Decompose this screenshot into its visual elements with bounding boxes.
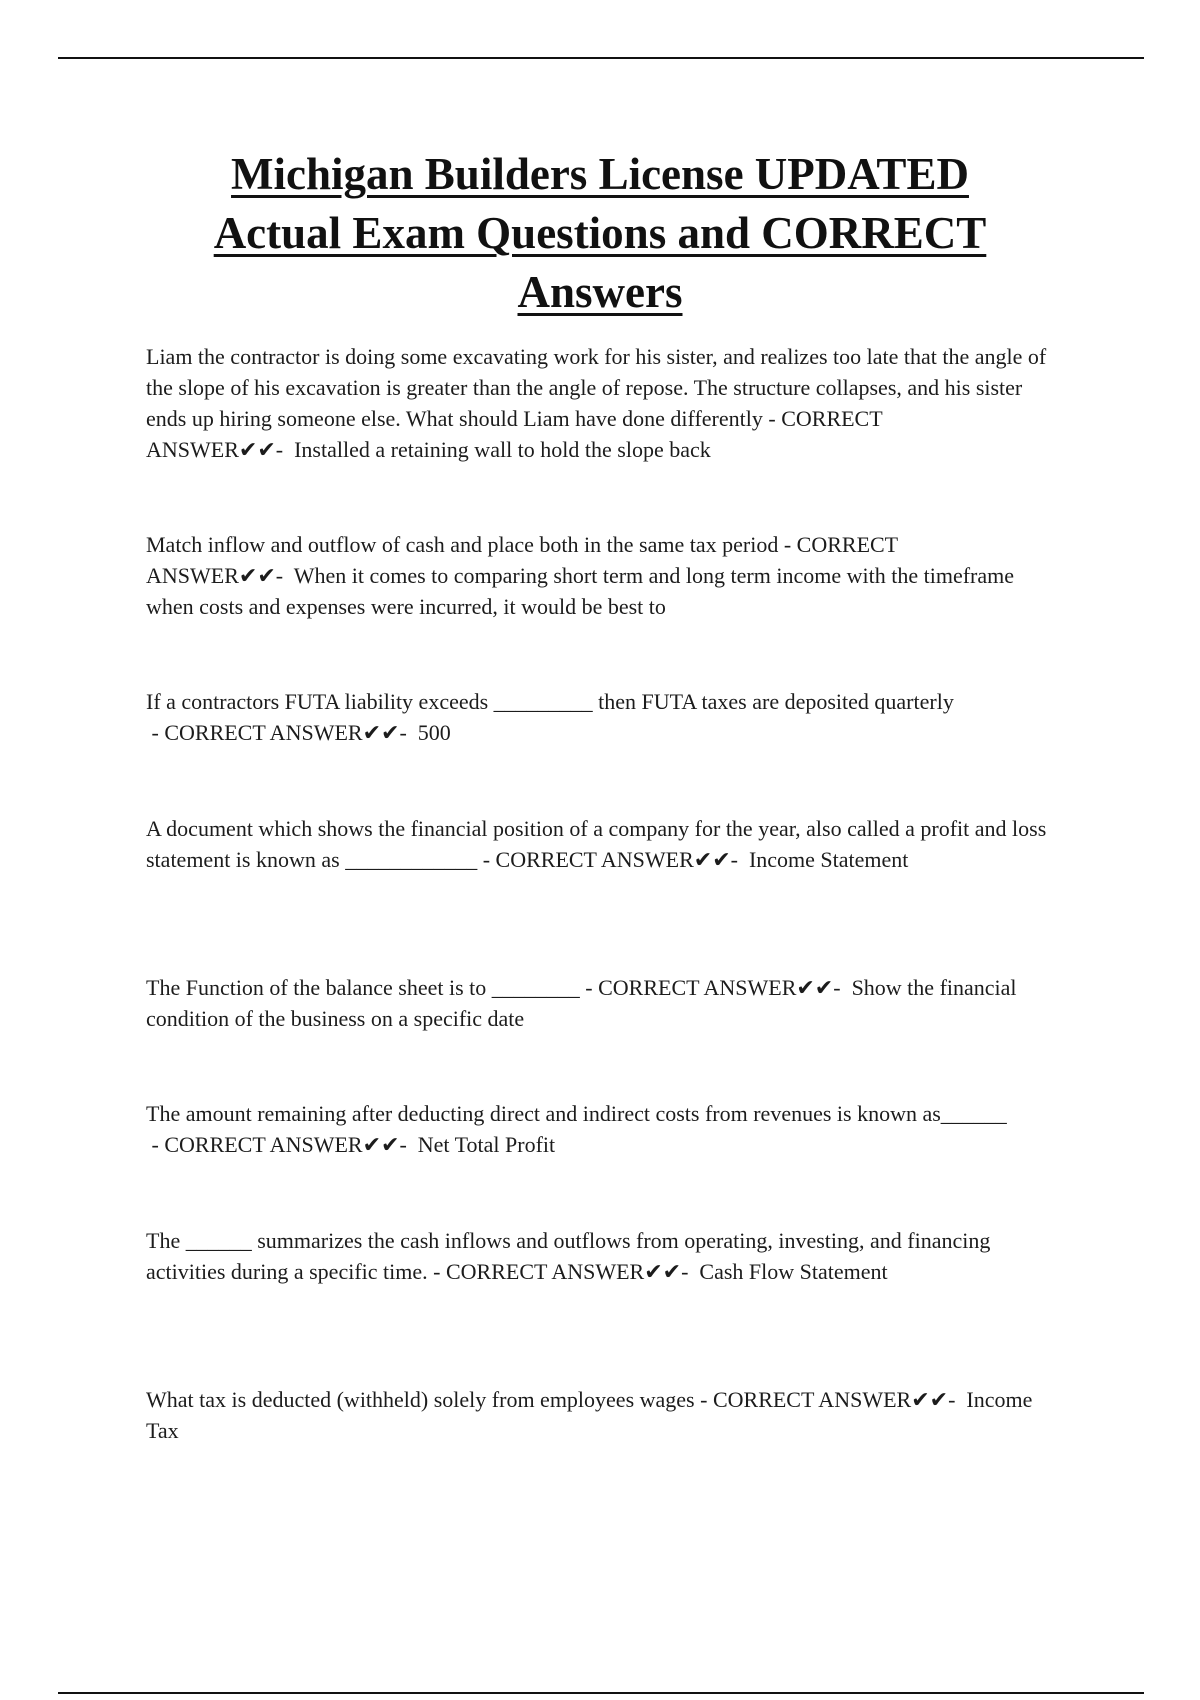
qa-item-6: The amount remaining after deducting direct and indirect costs from revenues is known as______ - CORRECT ANSWER✔✔- Net Total Profit [146, 1101, 1007, 1157]
answer-text: Installed a retaining wall to hold the slope back [294, 437, 711, 462]
answer-text: Show the financial condition of the business on a specific date [146, 975, 1017, 1031]
question-text: A document which shows the financial position of a company for the year, also called a profit and loss statement is known as ____________ [146, 816, 1047, 872]
answer-text: Cash Flow Statement [699, 1259, 888, 1284]
answer-marker: CORRECT ANSWER✔✔ [598, 975, 834, 1000]
qa-item-4: A document which shows the financial position of a company for the year, also called a profit and loss statement is known as ____________ - CORRECT ANSWER✔✔- Income Statement [146, 816, 1047, 872]
question-text: Match inflow and outflow of cash and place both in the same tax period [146, 532, 779, 557]
bottom-rule [58, 1692, 1144, 1694]
answer-marker: CORRECT ANSWER✔✔ [146, 406, 883, 462]
qa-item-1: Liam the contractor is doing some excavating work for his sister, and realizes too late that the angle of the slope of his excavation is greater than the angle of repose. The structure collapses, and his sister ends up hiring someone else. What should Liam have done differently - CORRECT ANSWER✔✔- Installed a retaining wall to hold the slope back [146, 344, 1047, 462]
answer-marker: CORRECT ANSWER✔✔ [164, 1132, 400, 1157]
question-text: What tax is deducted (withheld) solely from employees wages [146, 1387, 695, 1412]
qa-item-5: The Function of the balance sheet is to ________ - CORRECT ANSWER✔✔- Show the financial condition of the business on a specific date [146, 975, 1017, 1031]
answer-marker: CORRECT ANSWER✔✔ [445, 1259, 682, 1284]
answer-marker: CORRECT ANSWER✔✔ [712, 1387, 949, 1412]
answer-text: Income Tax [146, 1387, 1033, 1443]
answer-marker: CORRECT ANSWER✔✔ [146, 532, 898, 588]
answer-marker: CORRECT ANSWER✔✔ [495, 847, 731, 872]
answer-text: When it comes to comparing short term and long term income with the timeframe when costs and expenses were incurred, it would be best to [146, 563, 1014, 619]
question-text: If a contractors FUTA liability exceeds _________ then FUTA taxes are deposited quarterly [146, 689, 954, 714]
answer-text: 500 [417, 720, 451, 745]
question-text: The Function of the balance sheet is to ________ [146, 975, 580, 1000]
title-line-2: Actual Exam Questions and CORRECT [213, 208, 987, 258]
question-text: The amount remaining after deducting direct and indirect costs from revenues is known as______ [146, 1101, 1007, 1126]
qa-item-2: Match inflow and outflow of cash and place both in the same tax period - CORRECT ANSWER✔✔- When it comes to comparing short term and long term income with the timeframe when costs and expenses were incurred, it would be best to [146, 532, 1014, 619]
qa-item-8: What tax is deducted (withheld) solely from employees wages - CORRECT ANSWER✔✔- Income Tax [146, 1387, 1033, 1443]
document-title [100, 145, 1100, 322]
top-rule [58, 57, 1144, 59]
title-line-3: Answers [517, 267, 683, 317]
answer-marker: CORRECT ANSWER✔✔ [164, 720, 400, 745]
answer-text: Net Total Profit [417, 1132, 556, 1157]
title-line-1: Michigan Builders License UPDATED [231, 149, 969, 199]
qa-item-3: If a contractors FUTA liability exceeds _________ then FUTA taxes are deposited quarterly - CORRECT ANSWER✔✔- 500 [146, 689, 954, 745]
qa-item-7: The ______ summarizes the cash inflows and outflows from operating, investing, and financing activities during a specific time. - CORRECT ANSWER✔✔- Cash Flow Statement [146, 1228, 991, 1284]
question-text: The ______ summarizes the cash inflows and outflows from operating, investing, and financing activities during a specific time. [146, 1228, 991, 1284]
question-text: Liam the contractor is doing some excavating work for his sister, and realizes too late that the angle of the slope of his excavation is greater than the angle of repose. The structure collapses, and his sister ends up hiring someone else. What should Liam have done differently [146, 344, 1047, 431]
answer-text: Income Statement [748, 847, 909, 872]
